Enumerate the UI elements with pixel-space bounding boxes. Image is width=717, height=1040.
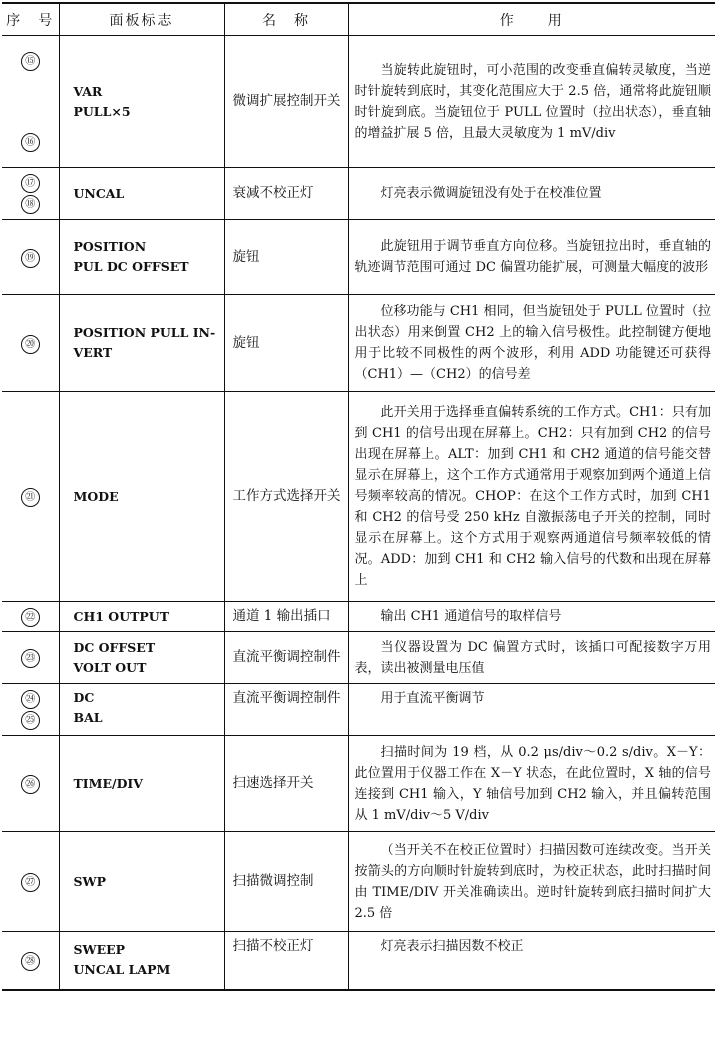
description-cell: 灯亮表示扫描因数不校正: [348, 932, 715, 990]
circled-number: ㉕: [21, 711, 40, 730]
table-row: [2, 602, 715, 632]
circled-number: ⑰: [21, 174, 40, 193]
panel-mark-line: TIME/DIV: [73, 775, 143, 791]
name-cell: 旋钮: [224, 295, 348, 392]
description-cell: 扫描时间为 19 档，从 0.2 μs/div～0.2 s/div。X－Y：此位置用于仪器工作在 X－Y 状态，在此位置时，X 轴的信号连接到 CH1 输入，Y 轴信号加到 CH2 输入，并且偏转范围从 1 mV/div～5 V/div: [348, 736, 715, 832]
panel-mark-line: VOLT OUT: [73, 659, 147, 675]
panel-mark-line: UNCAL: [73, 185, 125, 201]
panel-mark-line: POSITION: [73, 239, 147, 254]
circled-number: ㉖: [21, 775, 40, 794]
header-name: 名 称: [224, 3, 348, 36]
name-cell: 工作方式选择开关: [224, 392, 348, 602]
panel-mark-cell: [59, 736, 224, 832]
name-cell: 旋钮: [224, 220, 348, 295]
panel-mark-line: PULL×5: [73, 103, 131, 119]
name-cell: 扫描不校正灯: [224, 932, 348, 990]
circled-number: ⑳: [21, 335, 40, 354]
seq-cell: [2, 36, 59, 168]
table-row: [2, 295, 715, 392]
panel-mark-line: SWP: [73, 873, 106, 889]
seq-cell: [2, 684, 59, 736]
table-row: [2, 932, 715, 990]
table-row: [2, 36, 715, 168]
panel-mark-line: UNCAL LAPM: [73, 962, 171, 978]
panel-mark-cell: [59, 220, 224, 295]
panel-mark-cell: [59, 832, 224, 932]
description-cell: 用于直流平衡调节: [348, 684, 715, 736]
panel-mark-line: POSITION PULL IN-: [73, 325, 216, 340]
seq-cell: [2, 632, 59, 684]
controls-table: [2, 2, 715, 991]
panel-mark-cell: [59, 168, 224, 220]
table-row: [2, 632, 715, 684]
table-row: [2, 392, 715, 602]
description-cell: 此旋钮用于调节垂直方向位移。当旋钮拉出时，垂直轴的轨迹调节范围可通过 DC 偏置功能扩展，可测量大幅度的波形: [348, 220, 715, 295]
panel-mark-cell: [59, 602, 224, 632]
name-cell: 扫速选择开关: [224, 736, 348, 832]
panel-mark-line: CH1 OUTPUT: [73, 608, 170, 624]
name-cell: 直流平衡调控制件: [224, 684, 348, 736]
panel-mark-line: VERT: [73, 345, 113, 360]
table-header-row: [2, 3, 715, 36]
panel-mark-line: PUL DC OFFSET: [73, 259, 189, 274]
circled-number: ㉗: [21, 873, 40, 892]
description-cell: 当仪器设置为 DC 偏置方式时，该插口可配接数字万用表，读出被测量电压值: [348, 632, 715, 684]
description-cell: 此开关用于选择垂直偏转系统的工作方式。CH1：只有加到 CH1 的信号出现在屏幕上。CH2：只有加到 CH2 的信号出现在屏幕上。ALT：加到 CH1 和 CH2 通道的信号能交替显示在屏幕上，这个工作方式通常用于观察加到两个通道上信号频率较高的情况。CHOP：在这个工作方式时，加到 CH1 和 CH2 的信号受 250 kHz 自激振荡电子开关的控制，同时显示在屏幕上。这个方式用于观察两通道信号频率较低的情况。ADD：加到 CH1 和 CH2 输入信号的代数和出现在屏幕上: [348, 392, 715, 602]
name-cell: 直流平衡调控制件: [224, 632, 348, 684]
circled-number: ㉑: [21, 488, 40, 507]
circled-number: ⑯: [21, 133, 40, 152]
circled-number: ⑲: [21, 249, 40, 268]
seq-cell: [2, 220, 59, 295]
name-cell: 扫描微调控制: [224, 832, 348, 932]
seq-cell: [2, 932, 59, 990]
description-cell: （当开关不在校正位置时）扫描因数可连续改变。当开关按箭头的方向顺时针旋转到底时，为校正状态，此时扫描时间由 TIME/DIV 开关准确读出。逆时针旋转到底扫描时间扩大 2.5 倍: [348, 832, 715, 932]
description-cell: 输出 CH1 通道信号的取样信号: [348, 602, 715, 632]
panel-mark-cell: [59, 36, 224, 168]
table-row: [2, 168, 715, 220]
seq-cell: [2, 832, 59, 932]
panel-mark-line: BAL: [73, 710, 103, 725]
description-cell: 位移功能与 CH1 相同，但当旋钮处于 PULL 位置时（拉出状态）用来倒置 CH2 上的输入信号极性。此控制键方便地用于比较不同极性的两个波形，利用 ADD 功能键还可获得（CH1）—（CH2）的信号差: [348, 295, 715, 392]
panel-mark-line: DC OFFSET: [73, 639, 156, 655]
panel-mark-cell: [59, 684, 224, 736]
table-row: [2, 684, 715, 736]
seq-cell: [2, 392, 59, 602]
name-cell: 通道 1 输出插口: [224, 602, 348, 632]
panel-mark-line: DC: [73, 690, 95, 705]
panel-mark-cell: [59, 932, 224, 990]
name-cell: 衰减不校正灯: [224, 168, 348, 220]
header-panel-mark: 面板标志: [59, 3, 224, 36]
seq-cell: [2, 168, 59, 220]
name-cell: 微调扩展控制开关: [224, 36, 348, 168]
table-row: [2, 736, 715, 832]
circled-number: ⑮: [21, 52, 40, 71]
circled-number: ㉒: [21, 608, 40, 627]
panel-mark-cell: [59, 632, 224, 684]
circled-number: ㉓: [21, 649, 40, 668]
circled-number: ⑱: [21, 195, 40, 214]
description-cell: 当旋转此旋钮时，可小范围的改变垂直偏转灵敏度，当逆时针旋转到底时，其变化范围应大于 2.5 倍，通常将此旋钮顺时针旋到底。当旋钮位于 PULL 位置时（拉出状态），垂直轴的增益扩展 5 倍，且最大灵敏度为 1 mV/div: [348, 36, 715, 168]
description-cell: 灯亮表示微调旋钮没有处于在校准位置: [348, 168, 715, 220]
panel-mark-line: SWEEP: [73, 942, 126, 958]
panel-mark-cell: [59, 392, 224, 602]
table-row: [2, 220, 715, 295]
header-seq: 序 号: [2, 3, 59, 36]
circled-number: ㉘: [21, 952, 40, 971]
panel-mark-line: VAR: [73, 83, 103, 99]
circled-number: ㉔: [21, 690, 40, 709]
table-row: [2, 832, 715, 932]
seq-cell: [2, 602, 59, 632]
seq-cell: [2, 736, 59, 832]
panel-mark-cell: [59, 295, 224, 392]
seq-cell: [2, 295, 59, 392]
header-function: 作 用: [348, 3, 715, 36]
panel-mark-line: MODE: [73, 488, 119, 504]
